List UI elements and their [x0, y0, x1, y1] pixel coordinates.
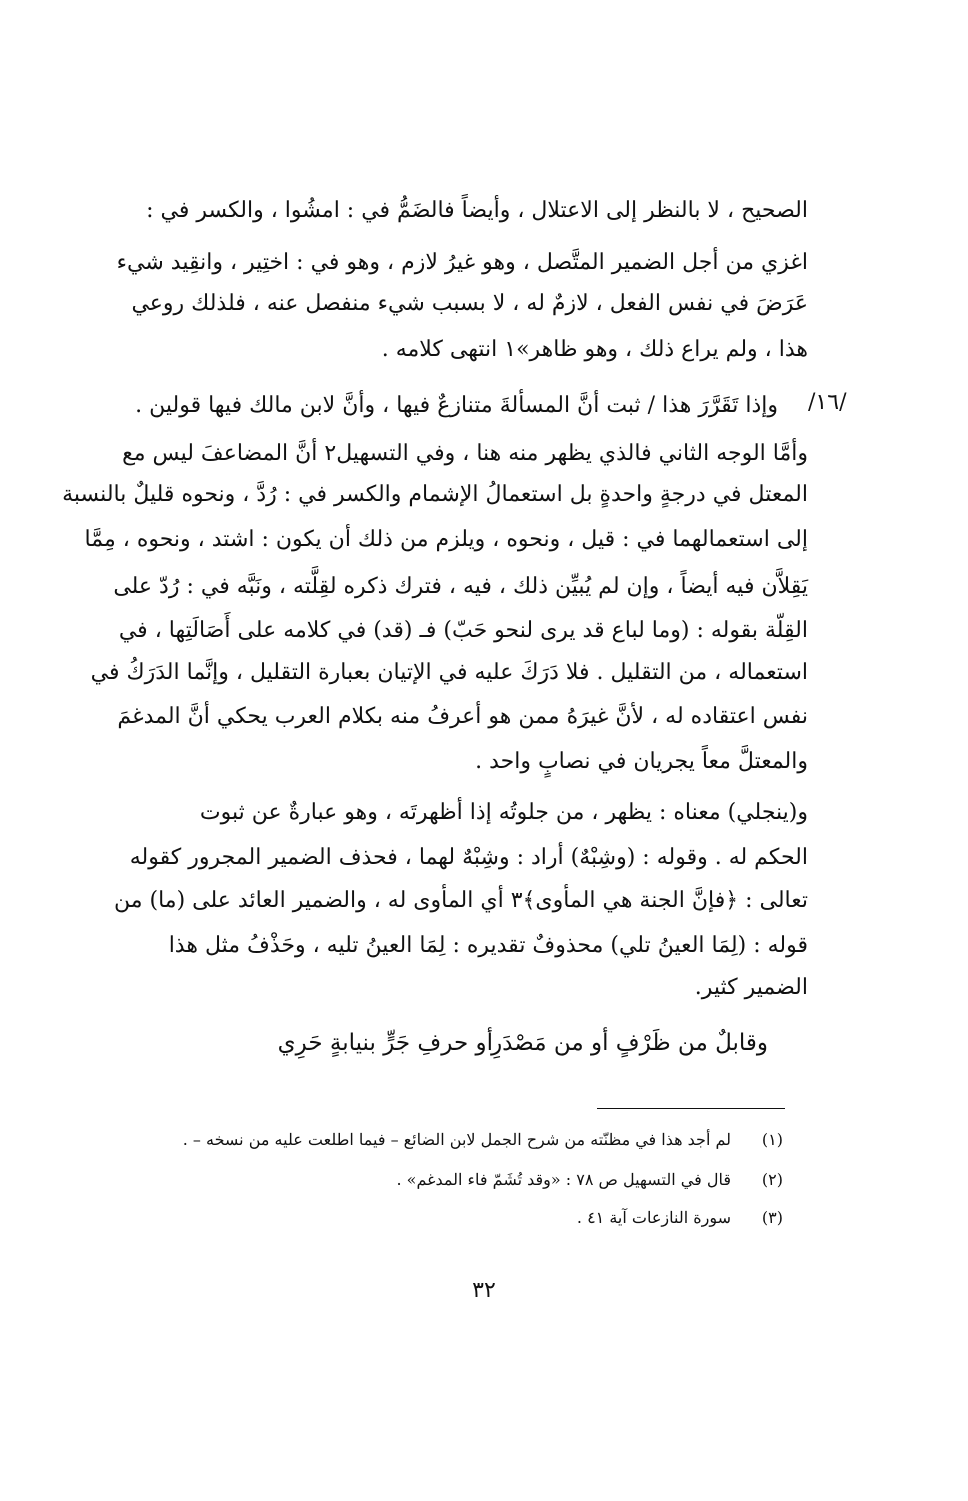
margin-marker: /١٦/ [808, 390, 847, 415]
text-line: يَقِلاَّن فيه أيضاً ، وإن لم يُبيِّن ذلك ، فيه ، فترك ذكره لقِلَّته ، ونَبَّه في : رُدّ على [113, 574, 808, 599]
footnote-text: سورة النازعات آية ٤١ . [576, 1208, 731, 1227]
text-line: الصحيح ، لا بالنظر إلى الاعتلال ، وأيضاً فالضَمُّ في : امشُوا ، والكسر في : [146, 198, 808, 223]
footnote-number: (١) [761, 1130, 783, 1149]
text-line: استعماله ، من التقليل . فلا دَرَكَ عليه في الإتيان بعبارة التقليل ، وإنَّما الدَرَكُ في [90, 660, 808, 685]
footnote-number: (٣) [761, 1208, 783, 1227]
page-number: ٣٢ [472, 1278, 496, 1303]
footnote-text: قال في التسهيل ص ٧٨ : «وقد تُشَمّ فاء المدغم» . [396, 1170, 731, 1189]
text-line: الضمير كثير. [694, 975, 808, 1000]
text-line: نفس اعتقاده له ، لأنَّ غيرَهُ ممن هو أعرفُ منه بكلام العرب يحكي أنَّ المدغمَ [117, 704, 808, 729]
verse-right-hemistich: وقابلٌ من ظَرْفٍ أو من مَصْدَرِ [491, 1030, 768, 1056]
text-line: وأمَّا الوجه الثاني فالذي يظهر منه هنا ، وفي التسهيل٢ أنَّ المضاعفَ ليس مع [122, 441, 808, 466]
text-line: المعتل في درجةٍ واحدةٍ بل استعمالُ الإشمام والكسر في : رُدَّ ، ونحوه قليلٌ بالنسبة [62, 482, 808, 507]
text-line: اغزي من أجل الضمير المتَّصل ، وهو غيرُ لازم ، وهو في : اختِير ، وانقِيد شيء [116, 250, 808, 275]
footnote-number: (٢) [761, 1170, 783, 1189]
footnote-text: لم أجد هذا في مظنّته من شرح الجمل لابن الضائع – فيما اطلعت عليه من نسخه – . [182, 1130, 731, 1149]
text-line: هذا ، ولم يراع ذلك ، وهو ظاهر»١ انتهى كلامه . [381, 337, 808, 362]
verse-left-hemistich: أو حرفِ جَرٍّ بنيابةٍ حَرِي [277, 1030, 493, 1056]
text-line: قوله : (لِمَا العينُ تلي) محذوفٌ تقديره : لِمَا العينُ تليه ، وحَذْفُ مثل هذا [168, 933, 808, 958]
text-line: تعالى : ﴿فإنَّ الجنة هي المأوى﴾٣ أي المأوى له ، والضمير العائد على (ما) من [113, 888, 808, 913]
text-line: القِلّة بقوله : (وما لباع قد يرى لنحو حَبّ) فـ (قد) في كلامه على أَصَالَتِها ، في [118, 618, 808, 643]
text-line: وإذا تَقَرَّرَ هذا / ثبت أنَّ المسألةَ متنازعٌ فيها ، وأنَّ لابن مالك فيها قولين . [135, 393, 778, 418]
text-line: و(ينجلي) معناه : يظهر ، من جلوتُه إذا أظهرتَه ، وهو عبارةٌ عن ثبوت [199, 800, 808, 825]
footnote-divider [597, 1108, 785, 1109]
text-line: والمعتلَّ معاً يجريان في نصابٍ واحد . [475, 749, 808, 774]
text-line: إلى استعمالهما في : قيل ، ونحوه ، ويلزم من ذلك أن يكون : اشتد ، ونحوه ، مِمَّا [84, 527, 808, 552]
text-line: الحكم له . وقوله : (وشِبْهٌ) أراد : وشِبْهٌ لهما ، فحذف الضمير المجرور كقوله [129, 845, 808, 870]
text-line: عَرَضَ في نفس الفعل ، لازمٌ له ، لا بسبب شيء منفصل عنه ، فلذلك روعي [131, 291, 808, 316]
